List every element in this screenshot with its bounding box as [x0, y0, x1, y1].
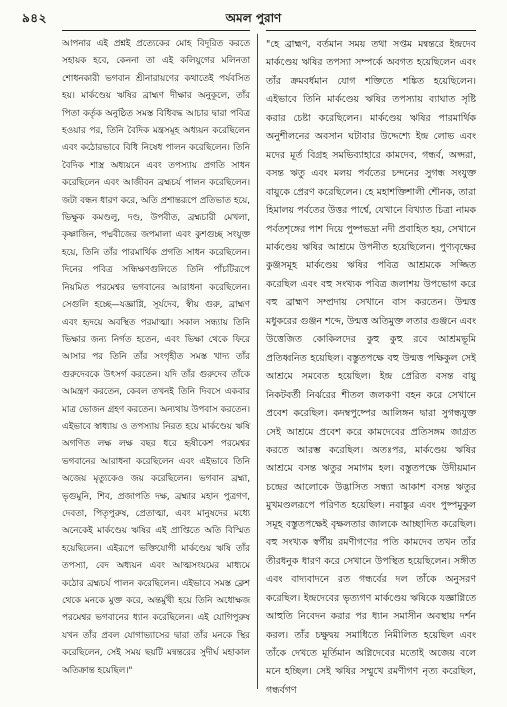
column-divider — [257, 34, 258, 689]
right-column-rule — [266, 30, 476, 31]
left-column-rule — [62, 30, 250, 31]
page-number: ৯৪২ — [22, 11, 47, 25]
running-title: অমল পুরাণ — [225, 11, 282, 25]
page-header — [0, 0, 507, 26]
right-column-text: "হে ব্রাহ্মণ, বর্তমান সময় তথা সপ্তম মন্বন্তরে ইন্দ্রদেব মার্কণ্ডেয় ঋষির তপস্যা সম্পর্কে অবগত হয়েছিলেন এবং তাঁর ক্রমবর্ধমান যোগ শক্তিতে শঙ্কিত হয়েছিলেন। এইভাবে তিনি মার্কণ্ডেয় ঋষির তপস্যায় ব্যাঘাত সৃষ্টি করার চেষ্টা করেছিলেন। মার্কণ্ডেয় ঋষির পারমার্থিক অনুশীলনের অবসান ঘটাবার উদ্দেশ্যে ইন্দ্র লোভ এবং মদের মূর্ত বিগ্রহ সমভিব্যাহারে কামদেব, গন্ধর্ব, অপ্সরা, বসন্ত ঋতু এবং মলয় পর্বতের চন্দনের সুগন্ধ সংযুক্ত বায়ুকে প্রেরণ করেছিলেন। হে মহাশক্তিশালী শৌনক, তারা হিমালয় পর্বতের উত্তর পার্শ্বে, যেখানে বিখ্যাত চিত্রা নামক পর্বতশৃঙ্গের পাশ দিয়ে পুষ্পভদ্রা নদী প্রবাহিত হয়, সেখানে মার্কণ্ডেয় ঋষির আশ্রমে উপনীত হয়েছিলেন। পুণ্যবৃক্ষের কুঞ্জসমূহ মার্কণ্ডেয় ঋষির পবিত্র আশ্রমকে সজ্জিত করেছিল এবং বহু সংখ্যক পবিত্র জলাশয় উপভোগ করে বহু ব্রাহ্মণ সম্প্রদায় সেখানে বাস করতেন। উন্মত্ত মধুকরের গুঞ্জন শব্দে, উন্মত্ত অতিমুক্ত লতার গুঞ্জনে এবং উত্তেজিত কোকিলদের কুহু কুহু রবে আশ্রমভূমি প্রতিধ্বনিত হয়েছিল। বস্তুতপক্ষে বহু উন্মত্ত পক্ষিকুল সেই আশ্রমে সমবেত হয়েছিল। ইন্দ্র প্রেরিত বসন্ত বায়ু নিকটবর্তী নির্ঝরের শীতল জলকণা বহন করে সেখানে প্রবেশ করেছিল। কদম্বপুষ্পের আলিঙ্গন দ্বারা সুগন্ধযুক্ত সেই আশ্রমে প্রবেশ করে কামদেবের প্রতিসঙ্গম জাগ্রত করতে আরম্ভ করেছিল। অতঃপর, মার্কণ্ডেয় ঋষির আশ্রমে বসন্ত ঋতুর সমাগম হল। বস্তুতপক্ষে উদীয়মান চন্দ্রের আলোকে উদ্ভাসিত সন্ধ্যা আকাশ বসন্ত ঋতুর মুখমণ্ডলরূপে পরিণত হয়েছিল। নবাঙ্কুর এবং পুষ্পমুকুল সমূহ বস্তুতপক্ষেই বৃক্ষলতার জালকে আচ্ছাদিত করেছিল। বহু সংখ্যক স্বর্গীয় রমণীগণের পতি কামদেব তখন তাঁর তীরধনুক ধারণ করে সেখানে উপস্থিত হয়েছিলেন। সঙ্গীত এবং বাদ্যবাদনে রত গন্ধর্বের দল তাঁকে অনুসরণ করেছিল। ইন্দ্রদেবের ভৃত্যগণ মার্কণ্ডেয় ঋষিকে যজ্ঞাগ্নিতে আহুতি নিবেদন করার পর ধ্যান সমাসীন অবস্থায় দর্শন করল। তাঁর চক্ষুদ্বয় সমাধিতে নিমীলিত হয়েছিল এবং তাঁকে দেখতে মূর্তিমান অগ্নিদেবের মতোই অজেয় বলে মনে হচ্ছিল। সেই ঋষির সম্মুখে রমণীগণ নৃত্য করেছিল, গন্ধর্বগণ — [266, 39, 476, 696]
left-column-text: আপনার এই প্রশ্নই প্রত্যেকের মোহ বিদূরিত করতে সহায়ক হবে, কেননা তা এই কলিযুগের মলিনতা শোধনকারী ভগবান শ্রীনারায়ণের কথাতেই পর্যবসিত হয়। মার্কণ্ডেয় ঋষির ব্রাহ্মণ দীক্ষার অনুকূলে, তাঁর পিতা কর্তৃক অনুষ্ঠিত সমস্ত বিধিবদ্ধ আচার দ্বারা পবিত্র হওয়ার পর, তিনি বৈদিক মন্ত্রসমূহ অধ্যয়ন করেছিলেন এবং কঠোরভাবে বিধি নিষেধ পালন করেছিলেন। তিনি বৈদিক শাস্ত্র অধ্যয়নে এবং তপস্যায় প্রগতি সাধন করেছিলেন এবং আজীবন ব্রহ্মচর্য পালন করেছিলেন। জটা বন্ধন ধারণ করে, অতি প্রশান্তরূপে প্রতিভাত হয়ে, ভিক্ষুক কমণ্ডলু, দণ্ড, উপবীত, ব্রহ্মচারী মেখলা, কৃষ্ণাজিন, পদ্মবীজের জপমালা এবং কুশগুচ্ছ সংযুক্ত হয়ে, তিনি তাঁর পারমার্থিক প্রগতি সাধন করেছিলেন। দিনের পবিত্র সন্ধিক্ষণগুলিতে তিনি পাঁচটিরূপে নিয়মিত পরমেশ্বর ভগবানের আরাধনা করেছিলেন। সেগুলি হচ্ছে—যজ্ঞাগ্নি, সূর্যদেব, স্বীয় গুরু, ব্রাহ্মণ এবং হৃদয়ে অবস্থিত পরমাত্মা। সকাল সন্ধ্যায় তিনি ভিক্ষার জন্য নির্গত হতেন, এবং ভিক্ষা থেকে ফিরে আসার পর তিনি তাঁর সংগৃহীত সমস্ত খাদ্য তাঁর গুরুদেবকে উৎসর্গ করতেন। যদি তাঁর গুরুদেব তাঁকে আমন্ত্রণ করতেন, কেবল তখনই তিনি দিবসে একবার মাত্র ভোজন গ্রহণ করতেন। অন্যথায় উপবাস করতেন। এইভাবে স্বাধ্যায় ও তপস্যায় নিরত হয়ে মার্কণ্ডেয় ঋষি অগণিত লক্ষ লক্ষ বছর ধরে হৃষীকেশ পরমেশ্বর ভগবানের আরাধনা করেছিলেন এবং এইভাবে তিনি অজেয় মৃত্যুকেও জয় করেছিলেন। ভগবান ব্রহ্মা, ভৃগুমুনি, শিব, প্রজাপতি দক্ষ, ব্রহ্মার মহান পুত্রগণ, দেবতা, পিতৃপুরুষ, প্রেতাত্মা, এবং মানুষদের মধ্যে অনেকেই মার্কণ্ডেয় ঋষির এই প্রাপ্তিতে অতি বিস্মিত হয়েছিলেন। এইরূপে ভক্তিযোগী মার্কণ্ডেয় ঋষি তাঁর তপস্যা, বেদ অধ্যয়ন এবং আত্মসংযমের মাধ্যমে কঠোর ব্রহ্মচর্য পালন করেছিলেন। এইভাবে সমস্ত ক্লেশ থেকে মনকে মুক্ত করে, অন্তর্মুখী হয়ে তিনি অধোক্ষজ পরমেশ্বর ভগবানের ধ্যান করেছিলেন। এই যোগিপুরুষ যখন তাঁর প্রবল যোগাভ্যাসের দ্বারা তাঁর মনকে স্থির করেছিলেন, সেই সময় ছয়টি মন্বন্তরের সুদীর্ঘ মহাকাল অতিক্রান্ত হয়েছিল।" — [62, 39, 250, 676]
left-column — [62, 36, 250, 680]
right-column — [266, 36, 476, 700]
